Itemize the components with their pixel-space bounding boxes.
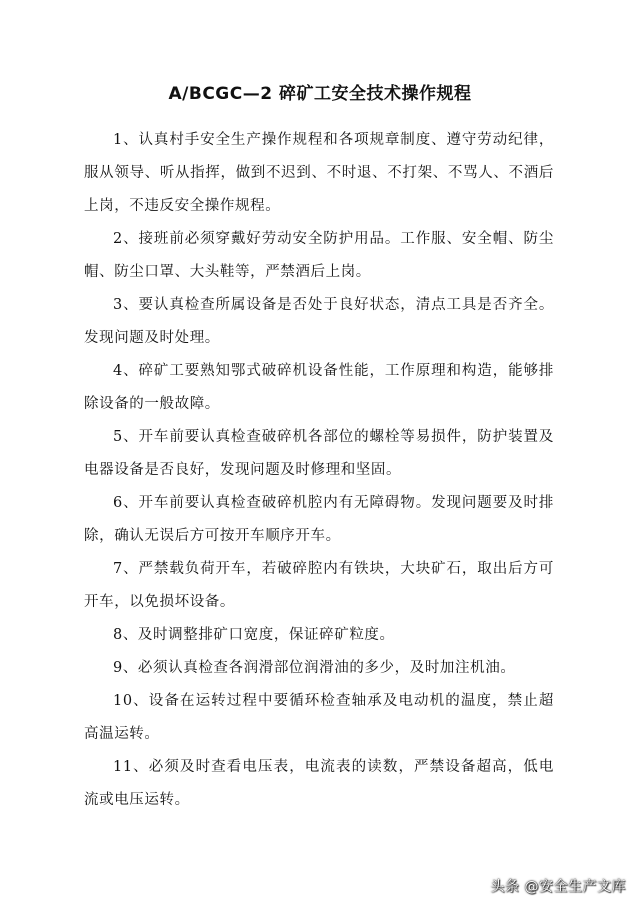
paragraph-3: 3、要认真检查所属设备是否处于良好状态，清点工具是否齐全。发现问题及时处理。 [84, 297, 554, 346]
paragraph-11: 11、必须及时查看电压表，电流表的读数，严禁设备超高，低电流或电压运转。 [84, 759, 554, 808]
paragraph-1: 1、认真村手安全生产操作规程和各项规章制度、遵守劳动纪律，服从领导、听从指挥，做到不迟到、不时退、不打架、不骂人、不酒后上岗，不违反安全操作规程。 [84, 132, 554, 214]
paragraph-7: 7、严禁载负荷开车，若破碎腔内有铁块，大块矿石，取出后方可开车，以免损坏设备。 [84, 561, 554, 610]
document-title: A/BCGC—2 碎矿工安全技术操作规程 [168, 84, 472, 104]
paragraph-10: 10、设备在运转过程中要循环检查轴承及电动机的温度，禁止超高温运转。 [84, 693, 554, 742]
paragraph-2: 2、接班前必须穿戴好劳动安全防护用品。工作服、安全帽、防尘帽、防尘口罩、大头鞋等，严禁酒后上岗。 [84, 231, 554, 280]
source-watermark: 头条 @安全生产文库 [490, 879, 626, 895]
paragraph-9: 9、必须认真检查各润滑部位润滑油的多少，及时加注机油。 [113, 660, 516, 676]
paragraph-8: 8、及时调整排矿口宽度，保证碎矿粒度。 [113, 627, 395, 643]
paragraph-5: 5、开车前要认真检查破碎机各部位的螺栓等易损件，防护装置及电器设备是否良好，发现问题及时修理和坚固。 [84, 429, 554, 478]
paragraph-4: 4、碎矿工要熟知鄂式破碎机设备性能，工作原理和构造，能够排除设备的一般故障。 [84, 363, 554, 412]
document-body [84, 124, 554, 817]
paragraph-6: 6、开车前要认真检查破碎机腔内有无障碍物。发现问题要及时排除，确认无误后方可按开车顺序开车。 [84, 495, 554, 544]
